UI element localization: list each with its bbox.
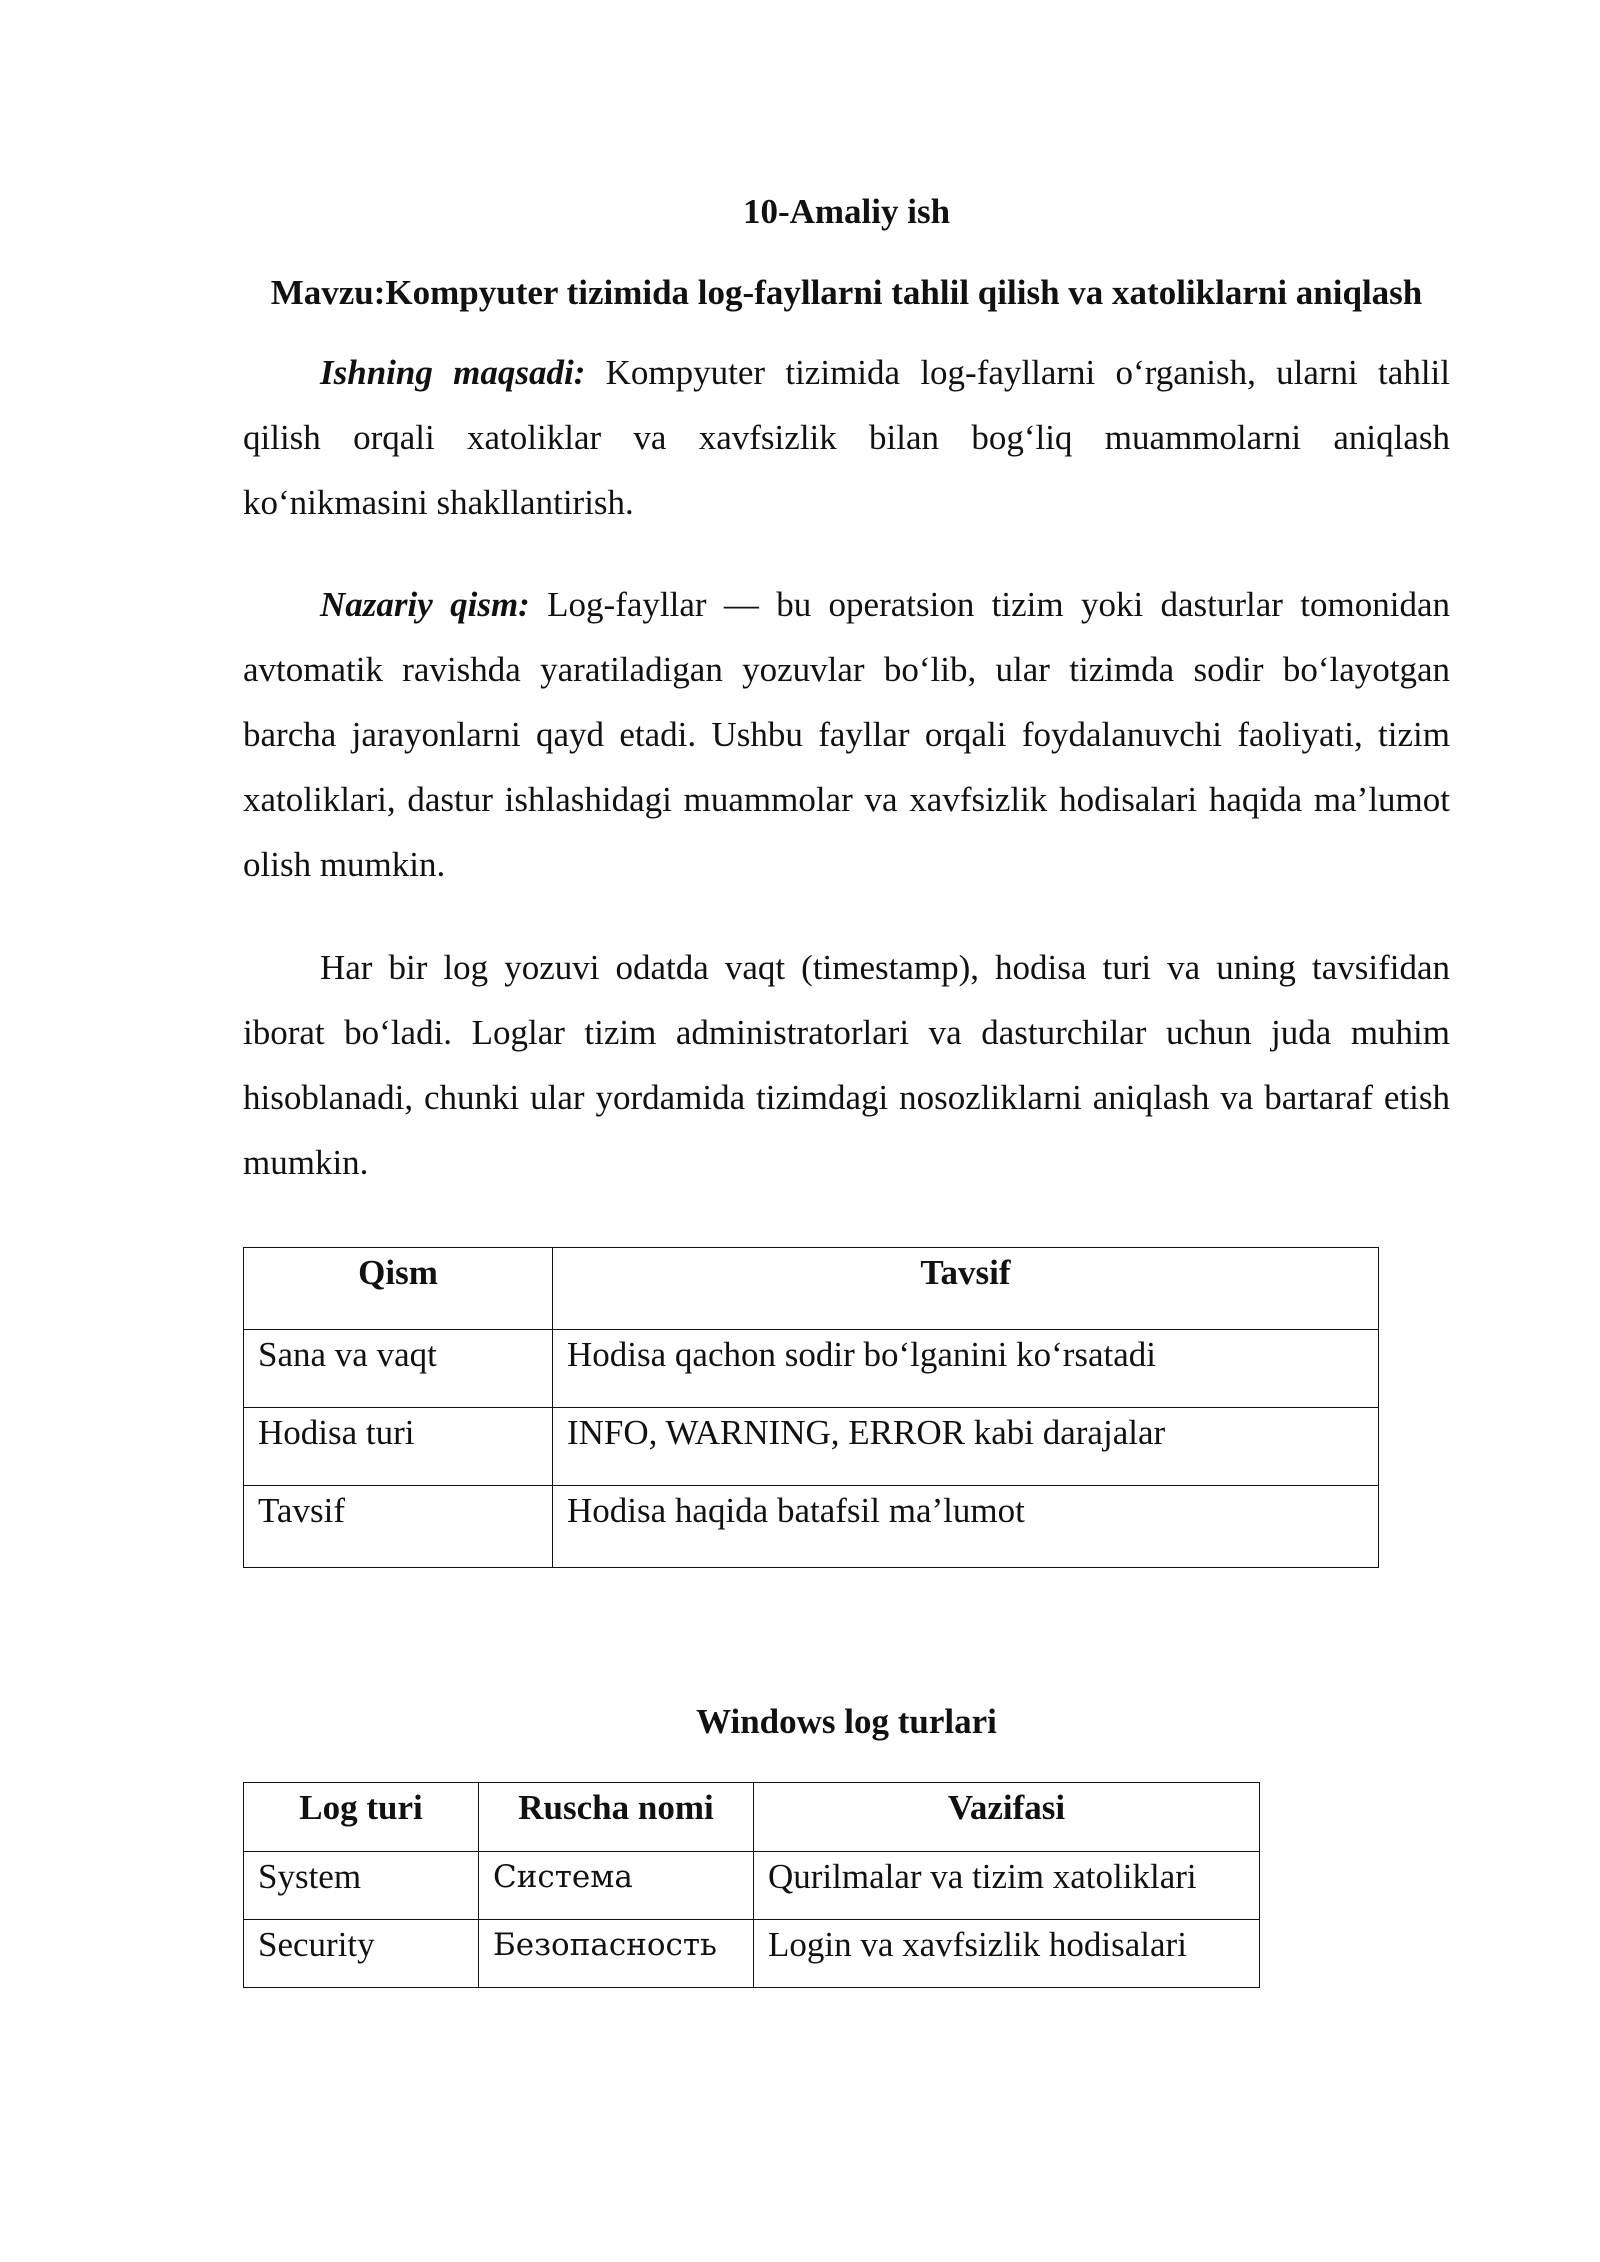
- table-header-cell: Log turi: [244, 1783, 479, 1852]
- table-cell: Tavsif: [244, 1486, 553, 1568]
- table-row: [244, 1408, 1379, 1486]
- theory-lead: Nazariy qism:: [320, 585, 530, 624]
- purpose-lead: Ishning maqsadi:: [320, 353, 586, 392]
- table-cell: Security: [244, 1920, 479, 1988]
- table-cell: Sana va vaqt: [244, 1330, 553, 1408]
- table-row: [244, 1852, 1260, 1920]
- table-cell: Безопасность: [479, 1920, 754, 1988]
- document-title: 10-Amaliy ish: [742, 192, 951, 231]
- theory-text: Log-fayllar — bu operatsion tizim yoki dasturlar tomonidan avtomatik ravishda yaratiladigan yozuvlar bo‘lib, ular tizimda sodir bo‘layotgan barcha jarayonlarni qayd etadi. Ushbu fayllar orqali foydalanuvchi faoliyati, tizim xatoliklari, dastur ishlashidagi muammolar va xavfsizlik hodisalari haqida ma’lumot olish mumkin.: [243, 585, 1451, 884]
- section-title: Windows log turlari: [696, 1702, 997, 1741]
- document-page: [243, 190, 1450, 1988]
- table-row: [244, 1920, 1260, 1988]
- table-cell: Hodisa qachon sodir bo‘lganini ko‘rsatadi: [553, 1330, 1379, 1408]
- table-cell: Hodisa turi: [244, 1408, 553, 1486]
- purpose-paragraph: [243, 340, 1450, 535]
- table-cell: System: [244, 1852, 479, 1920]
- windows-log-types-table: [243, 1782, 1260, 1988]
- theory-paragraph: [243, 572, 1450, 897]
- table-row: [244, 1486, 1379, 1568]
- log-structure-paragraph: Har bir log yozuvi odatda vaqt (timestamp), hodisa turi va uning tavsifidan iborat bo‘ladi. Loglar tizim administratorlari va dasturchilar uchun juda muhim hisoblanadi, chunki ular yordamida tizimdagi nosozliklarni aniqlash va bartaraf etish mumkin.: [243, 948, 1450, 1182]
- table-cell: INFO, WARNING, ERROR kabi darajalar: [553, 1408, 1379, 1486]
- table-header-cell: Vazifasi: [754, 1783, 1260, 1852]
- table-cell: Login va xavfsizlik hodisalari: [754, 1920, 1260, 1988]
- table-header-cell: Ruscha nomi: [479, 1783, 754, 1852]
- table-header-row: [244, 1248, 1379, 1330]
- table-cell: Система: [479, 1852, 754, 1920]
- table-header-cell: Qism: [244, 1248, 553, 1330]
- table-row: [244, 1330, 1379, 1408]
- table-cell: Qurilmalar va tizim xatoliklari: [754, 1852, 1260, 1920]
- table-header-cell: Tavsif: [553, 1248, 1379, 1330]
- table-header-row: [244, 1783, 1260, 1852]
- purpose-text: Kompyuter tizimida log-fayllarni o‘rganish, ularni tahlil qilish orqali xatoliklar va xavfsizlik bilan bog‘liq muammolarni aniqlash ko‘nikmasini shakllantirish.: [243, 353, 1450, 522]
- table-cell: Hodisa haqida batafsil ma’lumot: [553, 1486, 1379, 1568]
- log-parts-table: [243, 1247, 1379, 1568]
- document-subject: Mavzu:Kompyuter tizimida log-fayllarni tahlil qilish va xatoliklarni aniqlash: [270, 273, 1423, 312]
